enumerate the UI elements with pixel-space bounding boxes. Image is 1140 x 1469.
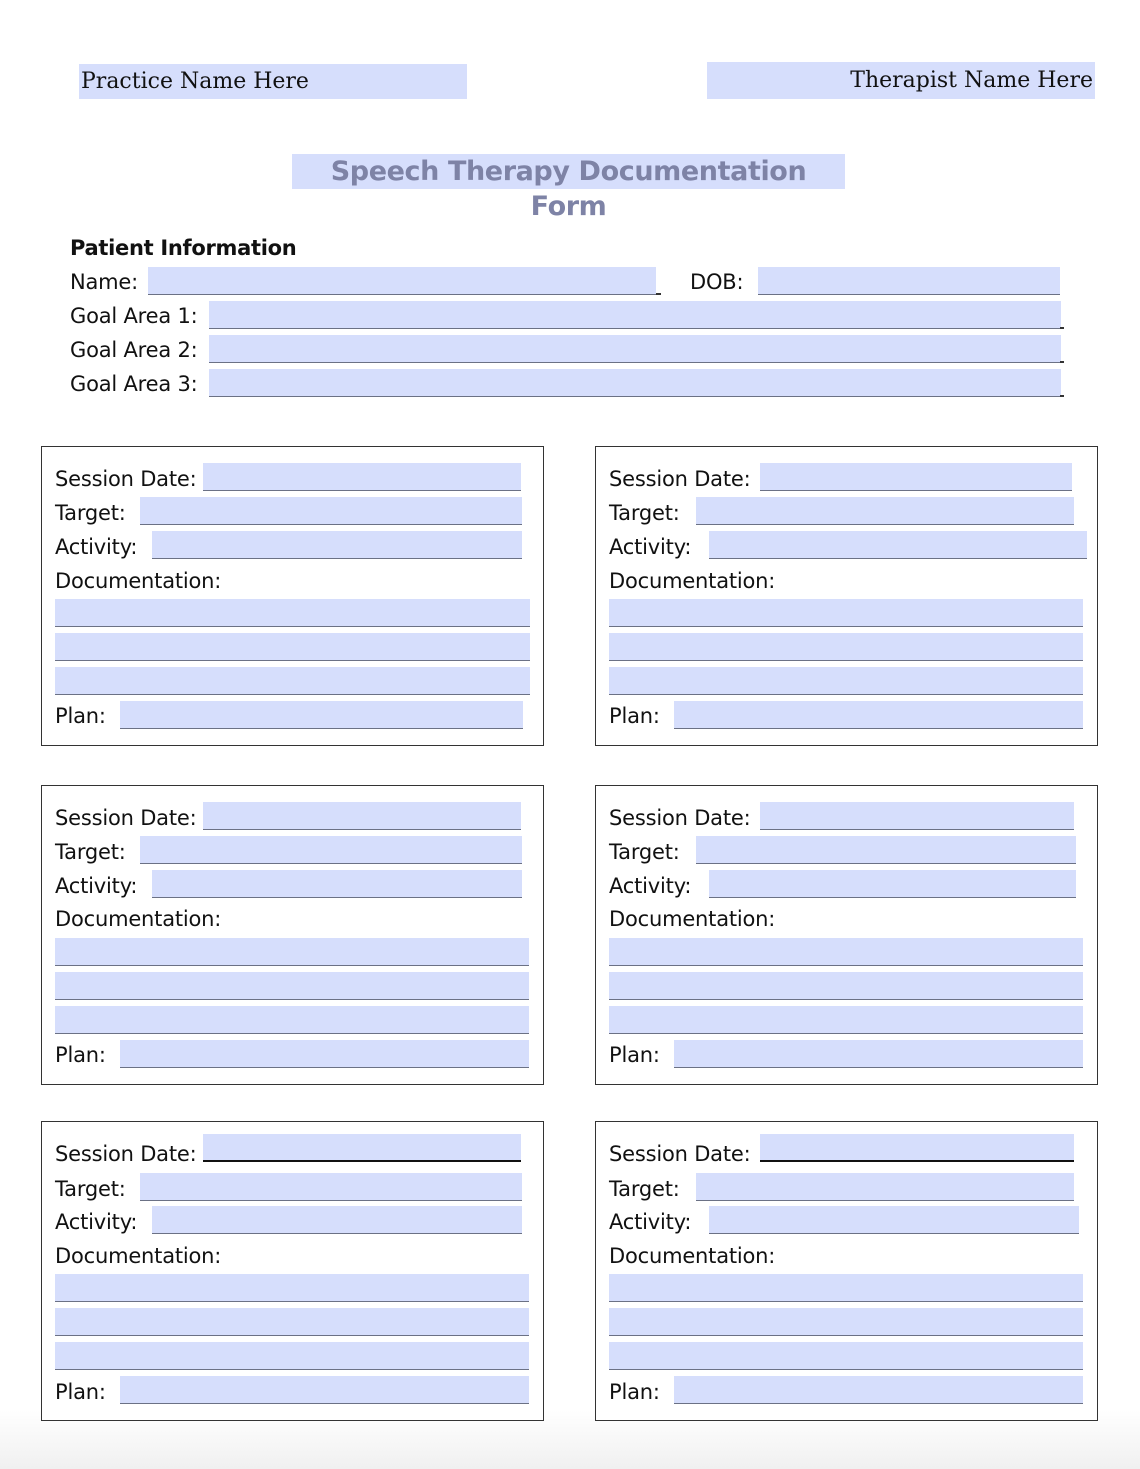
dob-field[interactable] [758,267,1060,295]
documentation-line-3[interactable] [609,667,1083,695]
goal-area-3-field[interactable] [209,369,1061,397]
session-date-label: Session Date: [55,806,197,830]
plan-label: Plan: [609,704,660,728]
session-date-field[interactable] [203,802,521,830]
documentation-label: Documentation: [609,907,776,931]
session-card-4 [595,785,1098,1085]
goal-area-2-field[interactable] [209,335,1061,363]
session-date-label: Session Date: [609,806,751,830]
documentation-line-1[interactable] [55,599,530,627]
plan-label: Plan: [55,704,106,728]
documentation-label: Documentation: [609,569,776,593]
session-card-1 [41,446,544,746]
target-label: Target: [609,1177,680,1201]
activity-label: Activity: [55,874,138,898]
session-date-field[interactable] [760,802,1074,830]
session-card-3 [41,785,544,1085]
session-date-field[interactable] [203,1134,521,1162]
activity-field[interactable] [709,870,1076,898]
plan-label: Plan: [609,1380,660,1404]
documentation-line-3[interactable] [55,1342,529,1370]
practice-name-field[interactable]: Practice Name Here [79,64,467,99]
documentation-line-1[interactable] [55,1274,529,1302]
underline-tick [1060,395,1064,397]
plan-field[interactable] [674,701,1083,729]
activity-label: Activity: [55,535,138,559]
documentation-line-1[interactable] [609,599,1083,627]
target-label: Target: [609,501,680,525]
activity-label: Activity: [609,874,692,898]
session-card-2 [595,446,1098,746]
documentation-line-2[interactable] [609,1308,1083,1336]
plan-field[interactable] [674,1376,1083,1404]
documentation-line-2[interactable] [55,972,529,1000]
documentation-label: Documentation: [55,907,222,931]
session-card-6 [595,1121,1098,1421]
name-label: Name: [70,270,139,294]
underline-tick [656,293,661,295]
plan-field[interactable] [120,701,523,729]
target-field[interactable] [696,836,1076,864]
target-label: Target: [55,1177,126,1201]
plan-field[interactable] [120,1376,529,1404]
session-date-field[interactable] [203,463,521,491]
session-date-field[interactable] [760,463,1072,491]
target-field[interactable] [140,497,522,525]
target-field[interactable] [140,1173,522,1201]
goal-area-2-label: Goal Area 2: [70,338,198,362]
form-title: Speech Therapy Documentation Form [292,154,845,189]
documentation-line-2[interactable] [609,633,1083,661]
plan-field[interactable] [120,1040,529,1068]
session-date-label: Session Date: [609,1142,751,1166]
documentation-line-3[interactable] [609,1006,1083,1034]
patient-info-heading: Patient Information [70,236,297,260]
underline-tick [1060,361,1064,363]
documentation-line-2[interactable] [55,633,530,661]
target-label: Target: [609,840,680,864]
documentation-line-1[interactable] [55,938,529,966]
goal-area-3-label: Goal Area 3: [70,372,198,396]
documentation-line-2[interactable] [609,972,1083,1000]
documentation-label: Documentation: [55,1244,222,1268]
session-date-label: Session Date: [609,467,751,491]
activity-field[interactable] [709,531,1087,559]
target-field[interactable] [696,1173,1074,1201]
target-field[interactable] [696,497,1074,525]
activity-field[interactable] [152,870,522,898]
underline-tick [1060,327,1064,329]
target-label: Target: [55,501,126,525]
documentation-line-3[interactable] [609,1342,1083,1370]
patient-name-field[interactable] [148,267,656,295]
activity-label: Activity: [609,535,692,559]
session-card-5 [41,1121,544,1421]
plan-label: Plan: [55,1380,106,1404]
documentation-line-3[interactable] [55,1006,529,1034]
documentation-label: Documentation: [55,569,222,593]
plan-label: Plan: [609,1043,660,1067]
documentation-line-2[interactable] [55,1308,529,1336]
session-date-label: Session Date: [55,467,197,491]
plan-field[interactable] [674,1040,1083,1068]
target-label: Target: [55,840,126,864]
activity-field[interactable] [152,531,522,559]
documentation-line-3[interactable] [55,667,530,695]
session-date-label: Session Date: [55,1142,197,1166]
activity-label: Activity: [609,1210,692,1234]
activity-field[interactable] [152,1206,522,1234]
target-field[interactable] [140,836,522,864]
activity-label: Activity: [55,1210,138,1234]
documentation-line-1[interactable] [609,1274,1083,1302]
goal-area-1-field[interactable] [209,301,1061,329]
activity-field[interactable] [709,1206,1079,1234]
session-date-field[interactable] [760,1134,1074,1162]
dob-label: DOB: [690,270,744,294]
documentation-line-1[interactable] [609,938,1083,966]
plan-label: Plan: [55,1043,106,1067]
goal-area-1-label: Goal Area 1: [70,304,198,328]
therapist-name-field[interactable]: Therapist Name Here [707,62,1095,99]
documentation-label: Documentation: [609,1244,776,1268]
